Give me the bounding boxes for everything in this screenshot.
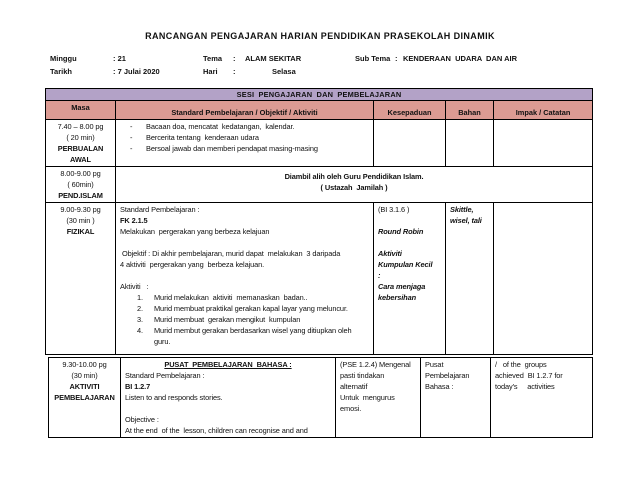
hari-label: Hari (203, 67, 218, 76)
merged-note-cell: Diambil alih oleh Guru Pendidikan Islam. ( Ustazah Jamilah ) (116, 167, 593, 203)
subtema-label: Sub Tema (355, 54, 391, 63)
empty-impak-cell (494, 120, 593, 167)
masa-cell: 8.00-9.00 pg ( 60min) PEND.ISLAM (46, 167, 116, 203)
page-title: RANCANGAN PENGAJARAN HARIAN PENDIDIKAN PRASEKOLAH DINAMIK (145, 31, 495, 41)
session-header-row (46, 101, 593, 120)
tema-value: ALAM SEKITAR (245, 54, 302, 63)
empty-impak-cell (494, 203, 593, 355)
minggu-value: : 21 (113, 54, 126, 63)
minggu-label: Minggu (50, 54, 77, 63)
kesepaduan-cell: (PSE 1.2.4) Mengenal pasti tindakan alternatif Untuk mengurus emosi. (336, 358, 421, 438)
masa-cell: 7.40 – 8.00 pg ( 20 min) PERBUALAN AWAL (46, 120, 116, 167)
content-cell: Standard Pembelajaran : FK 2.1.5 Melakukan pergerakan yang berbeza kelajuan Objektif : Di akhir pembelajaran, murid dapat melakukan 3 daripada 4 aktiviti pergerakan yang berbeza kelajuan. Aktiviti : 1. Murid melakukan aktiviti memanaskan badan.. 2. Murid membuat praktikal gerakan kapal layar yang meluncur. 3. Murid membuat gerakan mengikut kumpulan 4. Murid membut gerakan berdasarkan wisel yang ditiupkan oleh guru. (116, 203, 374, 355)
tema-label: Tema (203, 54, 223, 63)
content-cell (121, 358, 336, 438)
tarikh-value: : 7 Julai 2020 (113, 67, 160, 76)
column-header-standard: Standard Pembelajaran / Objektif / Aktiviti (116, 101, 374, 120)
column-header-kesepaduan: Kesepaduan (374, 101, 446, 120)
empty-kesepaduan-cell (374, 120, 446, 167)
subtema-value: KENDERAAN UDARA DAN AIR (403, 54, 518, 63)
session-table (45, 88, 593, 355)
empty-bahan-cell (446, 120, 494, 167)
column-header-bahan: Bahan (446, 101, 494, 120)
kesepaduan-cell: (BI 3.1.6 ) Round Robin Aktiviti Kumpulan Kecil : Cara menjaga kebersihan (374, 203, 446, 355)
row-aktiviti-pembelajaran (49, 358, 593, 438)
session-caption-row (46, 89, 593, 101)
row-pend-islam (46, 167, 593, 203)
bahan-cell: Skittle, wisel, tali (446, 203, 494, 355)
session-caption: SESI PENGAJARAN DAN PEMBELAJARAN (46, 89, 593, 101)
content-cell: - Bacaan doa, mencatat kedatangan, kalendar. - Bercerita tentang kenderaan udara - Bersoal jawab dan memberi pendapat masing-masing (116, 120, 374, 167)
column-header-masa: Masa (46, 101, 116, 120)
tarikh-label: Tarikh (50, 67, 72, 76)
masa-cell: 9.00-9.30 pg (30 min ) FIZIKAL (46, 203, 116, 355)
tema-colon: : (233, 54, 236, 63)
hari-colon: : (233, 67, 236, 76)
masa-cell: 9.30-10.00 pg (30 min) AKTIVITI PEMBELAJARAN (49, 358, 121, 438)
row-fizikal (46, 203, 593, 355)
language-centre-lines: Standard Pembelajaran : BI 1.2.7 Listen to and responds stories. Objective : At the end of the lesson, children can recognise and and (125, 371, 308, 435)
language-centre-heading: PUSAT PEMBELAJARAN BAHASA : (164, 360, 292, 369)
row-perbualan-awal (46, 120, 593, 167)
subtema-colon: : (395, 54, 398, 63)
activity-table (48, 357, 593, 438)
hari-value: Selasa (272, 67, 296, 76)
impak-cell: / of the groups achieved BI 1.2.7 for today's activities (491, 358, 593, 438)
column-header-impak: Impak / Catatan (494, 101, 593, 120)
bahan-cell: Pusat Pembelajaran Bahasa : (421, 358, 491, 438)
